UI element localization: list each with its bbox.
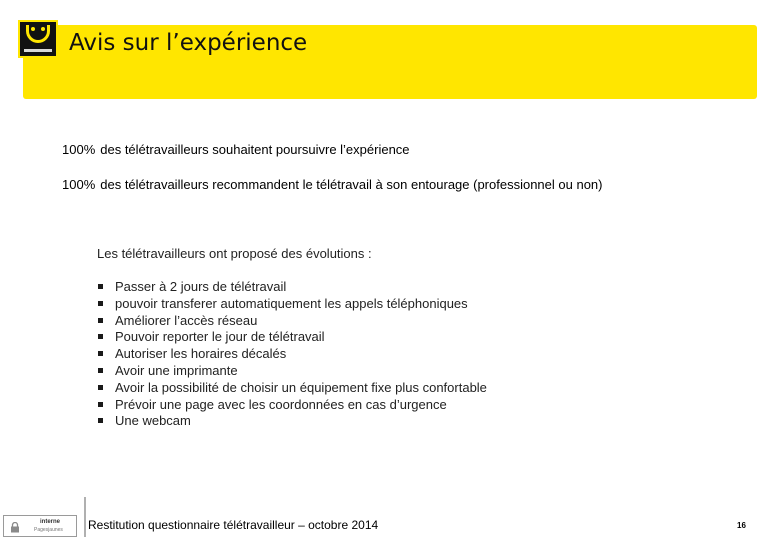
proposals-list: [97, 279, 487, 430]
list-item-text: pouvoir transferer automatiquement les appels téléphoniques: [115, 295, 468, 311]
square-bullet-icon: [98, 368, 103, 373]
classification-badge: [3, 515, 77, 537]
list-item: [97, 313, 487, 330]
square-bullet-icon: [98, 351, 103, 356]
list-item: [97, 346, 487, 363]
badge-sublabel: Pagesjaunes: [34, 527, 63, 533]
list-item-text: Passer à 2 jours de télétravail: [115, 279, 287, 294]
square-bullet-icon: [98, 301, 103, 306]
footer-divider: [84, 497, 86, 537]
square-bullet-icon: [98, 402, 103, 407]
smiley-icon: [26, 25, 50, 43]
list-item: [97, 329, 487, 346]
list-item-text: Prévoir une page avec les coordonnées en cas d’urgence: [115, 396, 447, 412]
company-logo: [18, 20, 58, 58]
list-item: [97, 296, 487, 313]
lock-icon: [10, 522, 20, 533]
list-item: [97, 413, 487, 430]
list-item: [97, 397, 487, 414]
stat-line-recommend: [62, 177, 602, 193]
page-number: 16: [737, 521, 746, 530]
stat-line-continue: [62, 142, 410, 158]
stat-text: des télétravailleurs recommandent le télétravail à son entourage (professionnel ou non): [100, 177, 603, 192]
logo-wordmark: [24, 49, 52, 52]
square-bullet-icon: [98, 418, 103, 423]
square-bullet-icon: [98, 318, 103, 323]
list-item: [97, 363, 487, 380]
stat-text: des télétravailleurs souhaitent poursuivre l’expérience: [100, 142, 410, 157]
square-bullet-icon: [98, 284, 103, 289]
badge-label: interne: [40, 519, 61, 525]
list-item-text: Avoir la possibilité de choisir un équipement fixe plus confortable: [115, 379, 487, 395]
footer-text: Restitution questionnaire télétravailleur – octobre 2014: [88, 518, 379, 532]
stat-percent: 100%: [62, 177, 96, 192]
square-bullet-icon: [98, 385, 103, 390]
page-title: Avis sur l’expérience: [69, 30, 308, 56]
stat-percent: 100%: [62, 142, 96, 157]
list-item-text: Pouvoir reporter le jour de télétravail: [115, 329, 325, 345]
list-item-text: Autoriser les horaires décalés: [115, 346, 287, 362]
list-item: [97, 380, 487, 397]
list-item-text: Une webcam: [115, 413, 191, 429]
proposals-intro: Les télétravailleurs ont proposé des évolutions :: [97, 246, 372, 261]
list-item-text: Avoir une imprimante: [115, 362, 238, 378]
square-bullet-icon: [98, 334, 103, 339]
list-item-text: Améliorer l’accès réseau: [115, 312, 258, 328]
list-item: [97, 279, 487, 296]
